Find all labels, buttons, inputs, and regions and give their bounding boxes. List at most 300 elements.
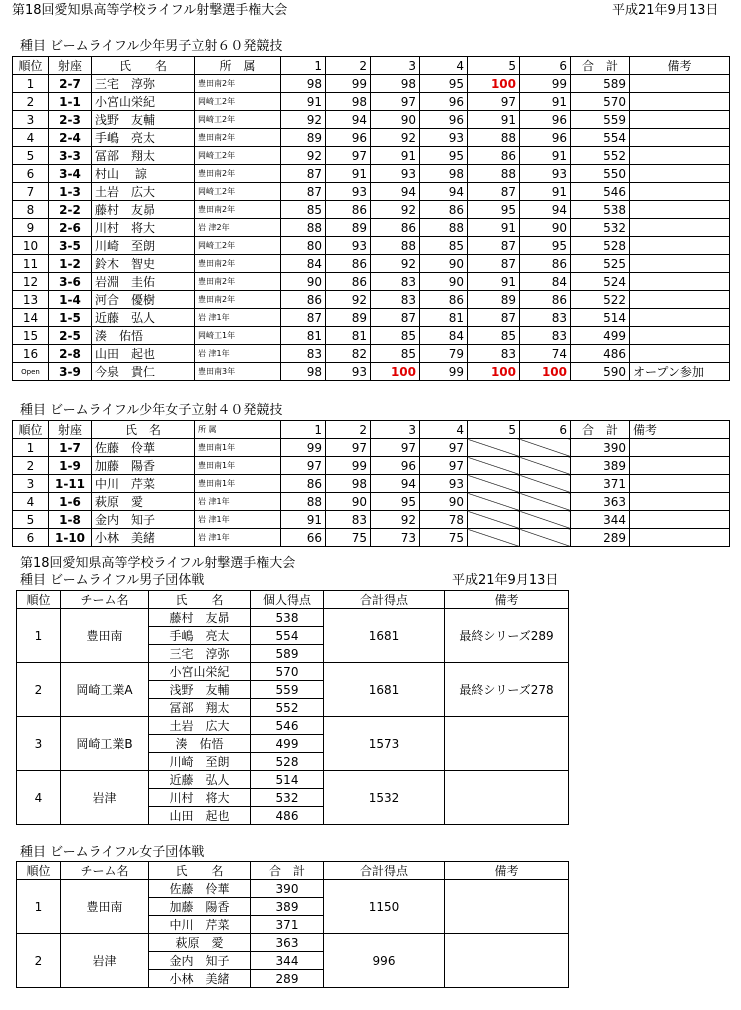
series-score-cell: 88 — [468, 165, 520, 183]
series-score-cell: 84 — [520, 273, 571, 291]
series-score-cell: 96 — [520, 129, 571, 147]
name-cell: 河合 優樹 — [92, 291, 195, 309]
member-score-cell: 532 — [251, 789, 324, 807]
series-score-cell: 92 — [371, 201, 420, 219]
series-score-cell: 66 — [281, 529, 326, 547]
series-score-cell: 88 — [281, 219, 326, 237]
series-score-cell: 94 — [326, 111, 371, 129]
series-score-cell: 80 — [281, 237, 326, 255]
series-score-cell: 83 — [520, 309, 571, 327]
column-header: 備考 — [445, 591, 569, 609]
member-name-cell: 川崎 至朗 — [149, 753, 251, 771]
series-score-cell: 96 — [420, 93, 468, 111]
empty-series-cell — [520, 511, 571, 529]
column-header: 備考 — [630, 421, 730, 439]
lane-cell: 2-3 — [49, 111, 92, 129]
series-score-cell: 75 — [420, 529, 468, 547]
member-name-cell: 山田 起也 — [149, 807, 251, 825]
rank-cell: 16 — [13, 345, 49, 363]
table-row — [13, 363, 730, 381]
member-score-cell: 486 — [251, 807, 324, 825]
team-total-cell: 1681 — [324, 663, 445, 717]
table-row — [17, 717, 569, 735]
rank-cell: 4 — [13, 493, 49, 511]
column-header: チーム名 — [61, 862, 149, 880]
series-score-cell: 91 — [468, 219, 520, 237]
lane-cell: 2-5 — [49, 327, 92, 345]
lane-cell: 1-8 — [49, 511, 92, 529]
lane-cell: 2-7 — [49, 75, 92, 93]
series-score-cell: 88 — [468, 129, 520, 147]
lane-cell: 3-9 — [49, 363, 92, 381]
column-header: 氏 名 — [149, 862, 251, 880]
series-score-cell: 98 — [420, 165, 468, 183]
table-row — [17, 880, 569, 898]
series-score-cell: 91 — [520, 93, 571, 111]
series-score-cell: 100 — [468, 75, 520, 93]
lane-cell: 1-2 — [49, 255, 92, 273]
table-row — [13, 255, 730, 273]
series-score-cell: 96 — [420, 111, 468, 129]
name-cell: 萩原 愛 — [92, 493, 195, 511]
name-cell: 藤村 友昴 — [92, 201, 195, 219]
team-note-cell — [445, 880, 569, 934]
school-cell: 岩 津2年 — [195, 219, 281, 237]
column-header: 順位 — [13, 57, 49, 75]
lane-cell: 1-9 — [49, 457, 92, 475]
school-cell: 豊田南1年 — [195, 475, 281, 493]
name-cell: 加藤 陽香 — [92, 457, 195, 475]
series-score-cell: 91 — [281, 93, 326, 111]
team-total-cell: 1573 — [324, 717, 445, 771]
rank-cell: 11 — [13, 255, 49, 273]
column-header: 2 — [326, 57, 371, 75]
boys-individual-table — [12, 56, 730, 381]
member-score-cell: 499 — [251, 735, 324, 753]
table-row — [13, 111, 730, 129]
column-header: 合計得点 — [324, 862, 445, 880]
name-cell: 土岩 広大 — [92, 183, 195, 201]
column-header: 合 計 — [251, 862, 324, 880]
note-cell — [630, 309, 730, 327]
series-score-cell: 86 — [420, 291, 468, 309]
name-cell: 山田 起也 — [92, 345, 195, 363]
school-cell: 豊田南3年 — [195, 363, 281, 381]
school-cell: 岡崎工2年 — [195, 147, 281, 165]
series-score-cell: 93 — [371, 165, 420, 183]
school-cell: 岩 津1年 — [195, 493, 281, 511]
rank-cell: Open — [13, 363, 49, 381]
lane-cell: 1-7 — [49, 439, 92, 457]
table-row — [13, 93, 730, 111]
team-name-cell: 岡崎工業B — [61, 717, 149, 771]
total-cell: 538 — [571, 201, 630, 219]
note-cell — [630, 165, 730, 183]
series-score-cell: 86 — [281, 291, 326, 309]
series-score-cell: 75 — [326, 529, 371, 547]
member-name-cell: 佐藤 伶華 — [149, 880, 251, 898]
table-row — [13, 493, 730, 511]
page-title: 第18回愛知県高等学校ライフル射撃選手権大会 — [12, 3, 288, 18]
series-score-cell: 86 — [420, 201, 468, 219]
name-cell: 浅野 友輔 — [92, 111, 195, 129]
member-score-cell: 538 — [251, 609, 324, 627]
name-cell: 中川 芹菜 — [92, 475, 195, 493]
column-header: 1 — [281, 57, 326, 75]
table-row — [17, 771, 569, 789]
series-score-cell: 85 — [371, 345, 420, 363]
empty-series-cell — [520, 439, 571, 457]
name-cell: 小宮山栄紀 — [92, 93, 195, 111]
series-score-cell: 93 — [420, 475, 468, 493]
table-row — [13, 147, 730, 165]
table-row — [13, 219, 730, 237]
member-name-cell: 三宅 淳弥 — [149, 645, 251, 663]
series-score-cell: 89 — [326, 219, 371, 237]
name-cell: 近藤 弘人 — [92, 309, 195, 327]
series-score-cell: 93 — [326, 237, 371, 255]
lane-cell: 1-1 — [49, 93, 92, 111]
series-score-cell: 97 — [326, 147, 371, 165]
column-header: 3 — [371, 57, 420, 75]
series-score-cell: 86 — [520, 291, 571, 309]
empty-series-cell — [468, 511, 520, 529]
total-cell: 486 — [571, 345, 630, 363]
school-cell: 豊田南1年 — [195, 457, 281, 475]
girls-team-table — [16, 861, 569, 988]
rank-cell: 12 — [13, 273, 49, 291]
series-score-cell: 81 — [281, 327, 326, 345]
table-row — [13, 309, 730, 327]
lane-cell: 3-4 — [49, 165, 92, 183]
member-name-cell: 小林 美緒 — [149, 970, 251, 988]
lane-cell: 2-6 — [49, 219, 92, 237]
team-note-cell: 最終シリーズ289 — [445, 609, 569, 663]
series-score-cell: 84 — [281, 255, 326, 273]
total-cell: 570 — [571, 93, 630, 111]
series-score-cell: 81 — [326, 327, 371, 345]
column-header: 5 — [468, 421, 520, 439]
total-cell: 499 — [571, 327, 630, 345]
series-score-cell: 82 — [326, 345, 371, 363]
column-header: 氏 名 — [92, 57, 195, 75]
column-header: 合 計 — [571, 57, 630, 75]
girls-team-heading: 種目 ビームライフル女子団体戦 — [20, 845, 205, 860]
lane-cell: 1-10 — [49, 529, 92, 547]
series-score-cell: 99 — [281, 439, 326, 457]
rank-cell: 1 — [17, 609, 61, 663]
note-cell — [630, 511, 730, 529]
series-score-cell: 98 — [326, 475, 371, 493]
series-score-cell: 99 — [326, 457, 371, 475]
series-score-cell: 85 — [468, 327, 520, 345]
member-score-cell: 344 — [251, 952, 324, 970]
series-score-cell: 98 — [281, 363, 326, 381]
rank-cell: 5 — [13, 511, 49, 529]
school-cell: 豊田南2年 — [195, 273, 281, 291]
total-cell: 559 — [571, 111, 630, 129]
column-header: 5 — [468, 57, 520, 75]
empty-series-cell — [468, 475, 520, 493]
column-header: 3 — [371, 421, 420, 439]
total-cell: 589 — [571, 75, 630, 93]
lane-cell: 2-8 — [49, 345, 92, 363]
total-cell: 550 — [571, 165, 630, 183]
school-cell: 豊田南2年 — [195, 201, 281, 219]
table-row — [13, 273, 730, 291]
series-score-cell: 91 — [326, 165, 371, 183]
name-cell: 冨部 翔太 — [92, 147, 195, 165]
series-score-cell: 95 — [371, 493, 420, 511]
school-cell: 岩 津1年 — [195, 511, 281, 529]
rank-cell: 6 — [13, 529, 49, 547]
rank-cell: 2 — [17, 663, 61, 717]
note-cell — [630, 75, 730, 93]
series-score-cell: 95 — [468, 201, 520, 219]
column-header: チーム名 — [61, 591, 149, 609]
empty-series-cell — [520, 529, 571, 547]
lane-cell: 1-6 — [49, 493, 92, 511]
member-name-cell: 土岩 広大 — [149, 717, 251, 735]
rank-cell: 3 — [13, 111, 49, 129]
rank-cell: 8 — [13, 201, 49, 219]
name-cell: 小林 美緒 — [92, 529, 195, 547]
column-header: 4 — [420, 57, 468, 75]
lane-cell: 2-4 — [49, 129, 92, 147]
series-score-cell: 93 — [520, 165, 571, 183]
member-score-cell: 559 — [251, 681, 324, 699]
column-header: 6 — [520, 57, 571, 75]
series-score-cell: 91 — [281, 511, 326, 529]
rank-cell: 2 — [13, 457, 49, 475]
team-note-cell — [445, 934, 569, 988]
total-cell: 389 — [571, 457, 630, 475]
series-score-cell: 87 — [371, 309, 420, 327]
series-score-cell: 86 — [468, 147, 520, 165]
rank-cell: 2 — [17, 934, 61, 988]
column-header: 2 — [326, 421, 371, 439]
series-score-cell: 91 — [520, 183, 571, 201]
member-name-cell: 近藤 弘人 — [149, 771, 251, 789]
table-row — [13, 183, 730, 201]
series-score-cell: 86 — [326, 273, 371, 291]
column-header: 氏 名 — [149, 591, 251, 609]
table-row — [13, 165, 730, 183]
series-score-cell: 96 — [520, 111, 571, 129]
series-score-cell: 73 — [371, 529, 420, 547]
column-header: 個人得点 — [251, 591, 324, 609]
lane-cell: 3-5 — [49, 237, 92, 255]
note-cell — [630, 147, 730, 165]
series-score-cell: 90 — [520, 219, 571, 237]
table-row — [17, 663, 569, 681]
school-cell: 岩 津1年 — [195, 529, 281, 547]
member-name-cell: 加藤 陽香 — [149, 898, 251, 916]
note-cell — [630, 493, 730, 511]
rank-cell: 3 — [13, 475, 49, 493]
total-cell: 554 — [571, 129, 630, 147]
column-header: 射座 — [49, 421, 92, 439]
empty-series-cell — [520, 457, 571, 475]
total-cell: 528 — [571, 237, 630, 255]
series-score-cell: 87 — [468, 237, 520, 255]
series-score-cell: 89 — [281, 129, 326, 147]
rank-cell: 5 — [13, 147, 49, 165]
series-score-cell: 95 — [420, 147, 468, 165]
rank-cell: 13 — [13, 291, 49, 309]
series-score-cell: 88 — [281, 493, 326, 511]
table-row — [13, 129, 730, 147]
series-score-cell: 83 — [468, 345, 520, 363]
school-cell: 岡崎工2年 — [195, 111, 281, 129]
table-row — [13, 439, 730, 457]
team-name-cell: 岩津 — [61, 934, 149, 988]
series-score-cell: 92 — [281, 147, 326, 165]
note-cell — [630, 93, 730, 111]
name-cell: 川崎 至朗 — [92, 237, 195, 255]
member-score-cell: 389 — [251, 898, 324, 916]
table-row — [13, 327, 730, 345]
lane-cell: 1-3 — [49, 183, 92, 201]
series-score-cell: 100 — [468, 363, 520, 381]
series-score-cell: 89 — [326, 309, 371, 327]
series-score-cell: 90 — [420, 255, 468, 273]
school-cell: 豊田南2年 — [195, 165, 281, 183]
series-score-cell: 74 — [520, 345, 571, 363]
series-score-cell: 96 — [326, 129, 371, 147]
second-title: 第18回愛知県高等学校ライフル射撃選手権大会 — [20, 556, 296, 571]
column-header: 順位 — [13, 421, 49, 439]
table-row — [13, 511, 730, 529]
note-cell — [630, 327, 730, 345]
series-score-cell: 87 — [468, 183, 520, 201]
column-header: 射座 — [49, 57, 92, 75]
table-row — [13, 291, 730, 309]
lane-cell: 1-11 — [49, 475, 92, 493]
note-cell — [630, 237, 730, 255]
series-score-cell: 86 — [281, 475, 326, 493]
series-score-cell: 90 — [281, 273, 326, 291]
note-cell — [630, 529, 730, 547]
total-cell: 514 — [571, 309, 630, 327]
member-name-cell: 手嶋 亮太 — [149, 627, 251, 645]
team-total-cell: 996 — [324, 934, 445, 988]
column-header: 1 — [281, 421, 326, 439]
series-score-cell: 99 — [420, 363, 468, 381]
series-score-cell: 87 — [281, 165, 326, 183]
rank-cell: 1 — [13, 75, 49, 93]
total-cell: 522 — [571, 291, 630, 309]
member-name-cell: 湊 佑悟 — [149, 735, 251, 753]
team-name-cell: 岡崎工業A — [61, 663, 149, 717]
team-name-cell: 豊田南 — [61, 609, 149, 663]
member-score-cell: 552 — [251, 699, 324, 717]
lane-cell: 3-3 — [49, 147, 92, 165]
series-score-cell: 98 — [326, 93, 371, 111]
series-score-cell: 92 — [326, 291, 371, 309]
total-cell: 390 — [571, 439, 630, 457]
team-note-cell: 最終シリーズ278 — [445, 663, 569, 717]
member-score-cell: 528 — [251, 753, 324, 771]
series-score-cell: 91 — [468, 273, 520, 291]
total-cell: 524 — [571, 273, 630, 291]
note-cell — [630, 273, 730, 291]
series-score-cell: 83 — [371, 291, 420, 309]
series-score-cell: 88 — [371, 237, 420, 255]
note-cell — [630, 201, 730, 219]
boys-team-heading: 種目 ビームライフル男子団体戦 — [20, 573, 205, 588]
series-score-cell: 93 — [326, 363, 371, 381]
series-score-cell: 95 — [520, 237, 571, 255]
series-score-cell: 89 — [468, 291, 520, 309]
series-score-cell: 88 — [420, 219, 468, 237]
series-score-cell: 78 — [420, 511, 468, 529]
series-score-cell: 83 — [520, 327, 571, 345]
series-score-cell: 95 — [420, 75, 468, 93]
series-score-cell: 85 — [281, 201, 326, 219]
series-score-cell: 91 — [520, 147, 571, 165]
series-score-cell: 98 — [281, 75, 326, 93]
member-name-cell: 川村 将大 — [149, 789, 251, 807]
empty-series-cell — [468, 439, 520, 457]
school-cell: 豊田南2年 — [195, 291, 281, 309]
member-name-cell: 藤村 友昴 — [149, 609, 251, 627]
series-score-cell: 83 — [281, 345, 326, 363]
team-note-cell — [445, 717, 569, 771]
member-score-cell: 554 — [251, 627, 324, 645]
series-score-cell: 90 — [420, 273, 468, 291]
name-cell: 手嶋 亮太 — [92, 129, 195, 147]
series-score-cell: 90 — [420, 493, 468, 511]
total-cell: 344 — [571, 511, 630, 529]
column-header: 氏 名 — [92, 421, 195, 439]
series-score-cell: 97 — [281, 457, 326, 475]
boys-individual-heading: 種目 ビームライフル少年男子立射６０発競技 — [20, 39, 283, 54]
series-score-cell: 100 — [520, 363, 571, 381]
name-cell: 川村 将大 — [92, 219, 195, 237]
member-score-cell: 546 — [251, 717, 324, 735]
school-cell: 岩 津1年 — [195, 345, 281, 363]
rank-cell: 4 — [17, 771, 61, 825]
rank-cell: 1 — [17, 880, 61, 934]
note-cell — [630, 475, 730, 493]
series-score-cell: 97 — [371, 439, 420, 457]
series-score-cell: 93 — [420, 129, 468, 147]
series-score-cell: 94 — [371, 183, 420, 201]
table-row — [13, 345, 730, 363]
member-name-cell: 浅野 友輔 — [149, 681, 251, 699]
member-score-cell: 363 — [251, 934, 324, 952]
note-cell — [630, 457, 730, 475]
rank-cell: 2 — [13, 93, 49, 111]
series-score-cell: 86 — [371, 219, 420, 237]
series-score-cell: 83 — [326, 511, 371, 529]
series-score-cell: 98 — [371, 75, 420, 93]
column-header: 順位 — [17, 862, 61, 880]
series-score-cell: 97 — [326, 439, 371, 457]
name-cell: 三宅 淳弥 — [92, 75, 195, 93]
member-name-cell: 金内 知子 — [149, 952, 251, 970]
series-score-cell: 99 — [520, 75, 571, 93]
column-header: 備考 — [630, 57, 730, 75]
total-cell: 289 — [571, 529, 630, 547]
series-score-cell: 91 — [371, 147, 420, 165]
rank-cell: 3 — [17, 717, 61, 771]
rank-cell: 1 — [13, 439, 49, 457]
rank-cell: 15 — [13, 327, 49, 345]
series-score-cell: 84 — [420, 327, 468, 345]
column-header: 備考 — [445, 862, 569, 880]
